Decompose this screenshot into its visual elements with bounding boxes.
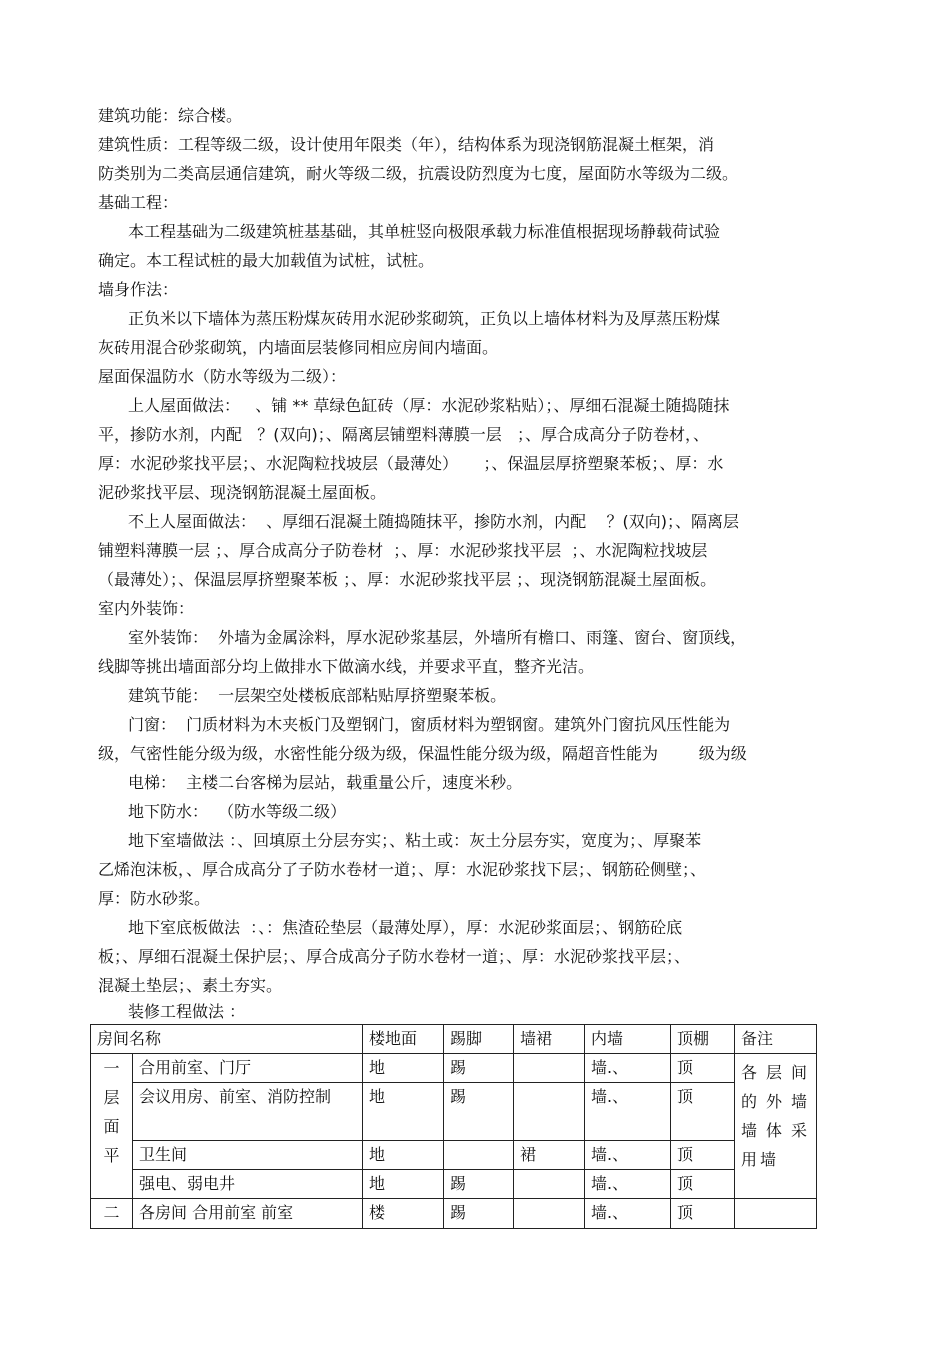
cell-room: 会议用房、前室、消防控制	[133, 1083, 363, 1141]
cell-ceiling: 顶	[671, 1141, 735, 1170]
cell-floor: 地	[363, 1083, 444, 1141]
group-char: 一	[103, 1059, 120, 1078]
para-exterior-2: 线脚等挑出墙面部分均上做排水下做滴水线，并要求平直，整齐光洁。	[98, 657, 595, 676]
header-remarks: 备注	[735, 1025, 817, 1054]
heading-roof: 屋面保温防水（防水等级为二级）：	[98, 367, 347, 386]
cell-room: 卫生间	[133, 1141, 363, 1170]
table-row	[91, 1083, 817, 1141]
cell-dado	[514, 1199, 585, 1229]
cell-dado	[514, 1054, 585, 1083]
cell-dado	[514, 1083, 585, 1141]
cell-room: 各房间 合用前室 前室	[133, 1199, 363, 1229]
cell-floor: 地	[363, 1054, 444, 1083]
para-roof-accessible-3: 厚：水泥砂浆找平层；、水泥陶粒找坡层（最薄处） ；、保温层厚挤塑聚苯板；、厚：水	[98, 454, 724, 473]
cell-skirting: 踢	[444, 1199, 514, 1229]
cell-ceiling: 顶	[671, 1083, 735, 1141]
header-dado: 墙裙	[514, 1025, 585, 1054]
header-room-name: 房间名称	[91, 1025, 363, 1054]
para-basement-wall-1: 地下室墙做法 ：、回填原土分层夯实；、粘土或：灰土分层夯实，宽度为；、厚聚苯	[128, 831, 702, 850]
para-wall-2: 灰砖用混合砂浆砌筑，内墙面层装修同相应房间内墙面。	[98, 338, 499, 357]
cell-remarks: 各层间的外墙墙体采用墙	[735, 1054, 817, 1199]
table-row	[91, 1141, 817, 1170]
para-basement-floor-2: 板；、厚细石混凝土保护层；、厚合成高分子防水卷材一道；、厚：水泥砂浆找平层；、	[98, 947, 691, 966]
cell-skirting: 踢	[444, 1083, 514, 1141]
cell-remarks-empty	[735, 1199, 817, 1229]
cell-floor: 地	[363, 1170, 444, 1199]
para-roof-nonaccessible-1: 不上人屋面做法： 、厚细石混凝土随捣随抹平，掺防水剂，内配 ？(双向)；、隔离层	[128, 512, 740, 531]
cell-floor: 楼	[363, 1199, 444, 1229]
para-exterior-1: 室外装饰： 外墙为金属涂料，厚水泥砂浆基层，外墙所有檐口、雨篷、窗台、窗顶线，	[128, 628, 747, 647]
heading-foundation: 基础工程：	[98, 193, 179, 212]
cell-wall: 墙.、	[585, 1083, 671, 1141]
cell-skirting: 踢	[444, 1170, 514, 1199]
cell-dado: 裙	[514, 1141, 585, 1170]
header-floor: 楼地面	[363, 1025, 444, 1054]
table-row	[91, 1199, 817, 1229]
para-elevator: 电梯： 主楼二台客梯为层站，载重量公斤，速度米秒。	[128, 773, 523, 792]
para-doors-1: 门窗： 门质材料为木夹板门及塑钢门，窗质材料为塑钢窗。建筑外门窗抗风压性能为	[128, 715, 731, 734]
header-interior-wall: 内墙	[585, 1025, 671, 1054]
group-char: 层	[103, 1088, 120, 1107]
cell-wall: 墙.、	[585, 1199, 671, 1229]
para-building-nature-1: 建筑性质：工程等级二级，设计使用年限类（年），结构体系为现浇钢筋混凝土框架，消	[98, 135, 715, 154]
header-ceiling: 顶棚	[671, 1025, 735, 1054]
cell-dado	[514, 1170, 585, 1199]
cell-skirting: 踢	[444, 1054, 514, 1083]
cell-ceiling: 顶	[671, 1170, 735, 1199]
group-char: 面	[103, 1117, 120, 1136]
para-basement-wall-3: 厚：防水砂浆。	[98, 889, 211, 908]
para-doors-2: 级，气密性能分级为级，水密性能分级为级，保温性能分级为级，隔超音性能为 级为级	[98, 744, 747, 763]
para-basement-floor-3: 混凝土垫层；、素土夯实。	[98, 976, 283, 995]
para-basement-wall-2: 乙烯泡沫板，、厚合成高分了子防水卷材一道；、厚：水泥砂浆找下层；、钢筋砼侧壁；、	[98, 860, 707, 879]
para-roof-nonaccessible-2: 铺塑料薄膜一层 ；、厚合成高分子防卷材 ；、厚：水泥砂浆找平层 ；、水泥陶粒找坡层	[98, 541, 708, 560]
cell-room: 强电、弱电井	[133, 1170, 363, 1199]
table-header-row	[91, 1025, 817, 1054]
table-row	[91, 1170, 817, 1199]
para-energy: 建筑节能： 一层架空处楼板底部粘贴厚挤塑聚苯板。	[128, 686, 507, 705]
para-wall-1: 正负米以下墙体为蒸压粉煤灰砖用水泥砂浆砌筑，正负以上墙体材料为及厚蒸压粉煤	[128, 309, 721, 328]
para-roof-nonaccessible-3: （最薄处）；、保温层厚挤塑聚苯板 ；、厚：水泥砂浆找平层 ；、现浇钢筋混凝土屋面板。	[98, 570, 717, 589]
para-building-function: 建筑功能：综合楼。	[98, 106, 243, 125]
cell-wall: 墙.、	[585, 1170, 671, 1199]
finish-table	[90, 1024, 817, 1229]
para-foundation-1: 本工程基础为二级建筑桩基基础，其单桩竖向极限承载力标准值根据现场静载荷试验	[128, 222, 721, 241]
para-building-nature-2: 防类别为二类高层通信建筑，耐火等级二级，抗震设防烈度为七度，屋面防水等级为二级。	[98, 164, 739, 183]
cell-wall: 墙.、	[585, 1141, 671, 1170]
para-basement-floor-1: 地下室底板做法 ：、：焦渣砼垫层（最薄处厚），厚：水泥砂浆面层；、钢筋砼底	[128, 918, 683, 937]
heading-finish-table: 装修工程做法 ：	[128, 1002, 246, 1021]
table-row	[91, 1054, 817, 1083]
cell-room: 合用前室、门厅	[133, 1054, 363, 1083]
para-roof-accessible-2: 平，掺防水剂，内配 ？(双向)；、隔离层铺塑料薄膜一层 ；、厚合成高分子防卷材，、	[98, 425, 710, 444]
cell-skirting	[444, 1141, 514, 1170]
cell-wall: 墙.、	[585, 1054, 671, 1083]
cell-ceiling: 顶	[671, 1054, 735, 1083]
para-roof-accessible-1: 上人屋面做法： 、铺 ** 草绿色缸砖（厚：水泥砂浆粘贴）；、厚细石混凝土随捣随抹	[128, 396, 730, 415]
cell-floor: 地	[363, 1141, 444, 1170]
header-skirting: 踢脚	[444, 1025, 514, 1054]
para-foundation-2: 确定。本工程试桩的最大加载值为试桩，试桩。	[98, 251, 435, 270]
para-roof-accessible-4: 泥砂浆找平层、现浇钢筋混凝土屋面板。	[98, 483, 387, 502]
heading-decoration: 室内外装饰：	[98, 599, 195, 618]
group-char: 平	[103, 1146, 120, 1165]
cell-ceiling: 顶	[671, 1199, 735, 1229]
group-second-floor: 二	[91, 1199, 133, 1229]
heading-wall: 墙身作法：	[98, 280, 179, 299]
heading-underground: 地下防水： （防水等级二级）	[128, 802, 347, 821]
group-first-floor	[91, 1054, 133, 1199]
